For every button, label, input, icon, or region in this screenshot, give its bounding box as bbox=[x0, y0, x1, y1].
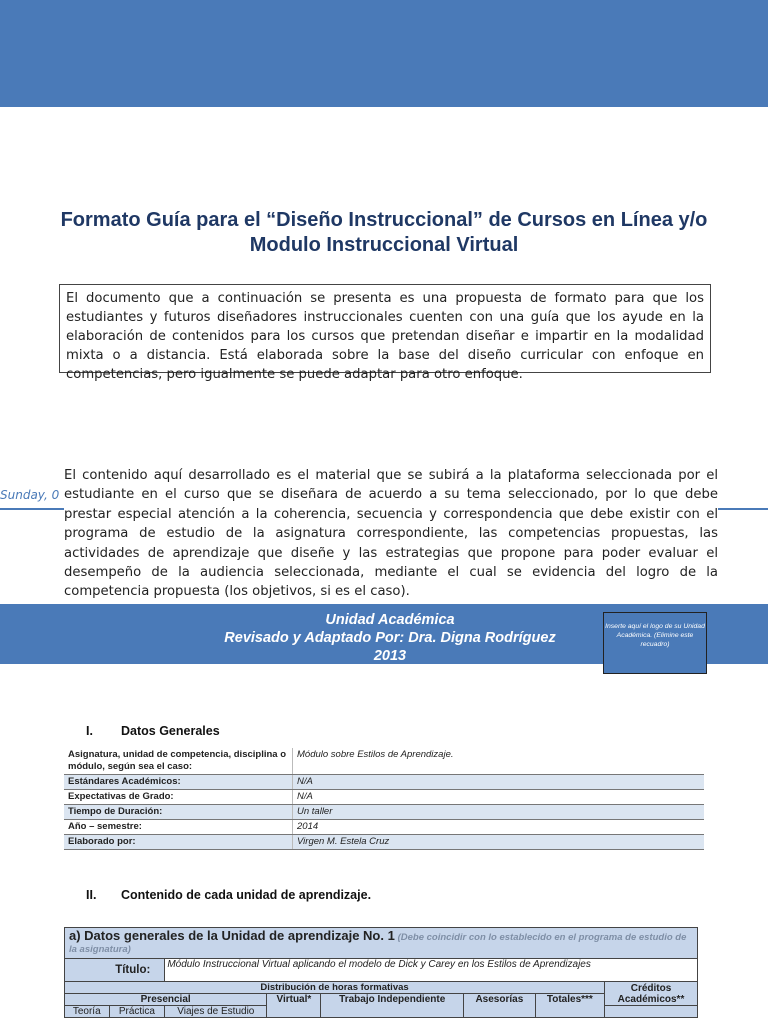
intro-text: El documento que a continuación se presenta es una propuesta de formato para que los estudiantes y futuros diseñadores instruccionales cuenten con una guía que los ayude en la elaboración de contenidos para los cursos que pretendan diseñar e impartir en la modalidad mixta o a distancia. Está elaborada sobre la base del diseño curricular con enfoque en competencias, pero igualmente se puede adaptar para otro enfoque. bbox=[66, 291, 704, 382]
intro-box bbox=[59, 284, 711, 382]
virtual-header: Virtual* bbox=[267, 994, 321, 1018]
general-data-table bbox=[64, 748, 704, 850]
row-label: Estándares Académicos: bbox=[64, 775, 293, 790]
unit-heading-note: (Debe coincidir con lo establecido en el programa de estudio de la asignatura) bbox=[69, 932, 687, 955]
date-field: Sunday, 0 bbox=[0, 488, 60, 502]
header-band bbox=[0, 0, 768, 107]
table-row bbox=[64, 835, 704, 850]
table-row bbox=[64, 748, 704, 775]
unit-heading-cell bbox=[65, 928, 698, 959]
title-label: Título: bbox=[65, 959, 165, 982]
section-label: Contenido de cada unidad de aprendizaje. bbox=[121, 888, 372, 902]
row-value: 2014 bbox=[293, 820, 705, 835]
study-trips-header: Viajes de Estudio bbox=[165, 1006, 267, 1018]
logo-placeholder: Inserte aquí el logo de su Unidad Académica. (Elimine este recuadro) bbox=[603, 612, 707, 674]
section-label: Datos Generales bbox=[121, 724, 220, 738]
section-number: I. bbox=[86, 724, 93, 738]
practice-header: Práctica bbox=[109, 1006, 165, 1018]
independent-work-header: Trabajo Independiente bbox=[321, 994, 464, 1018]
row-value: Un taller bbox=[293, 805, 705, 820]
section-heading-general bbox=[86, 724, 220, 738]
title-value: Módulo Instruccional Virtual aplicando el modelo de Dick y Carey en los Estilos de Aprendizajes bbox=[165, 959, 698, 982]
table-row bbox=[64, 805, 704, 820]
section-number: II. bbox=[86, 888, 97, 902]
table-row bbox=[65, 959, 698, 982]
row-value: Virgen M. Estela Cruz bbox=[293, 835, 705, 850]
divider-left bbox=[0, 508, 64, 510]
unit-heading: a) Datos generales de la Unidad de aprendizaje No. 1 bbox=[69, 928, 395, 943]
unit-name: Unidad Académica bbox=[325, 612, 455, 628]
table-row bbox=[65, 982, 698, 994]
table-row bbox=[65, 994, 698, 1006]
credits-empty-cell bbox=[605, 1006, 698, 1018]
table-row bbox=[65, 928, 698, 959]
row-label: Asignatura, unidad de competencia, disciplina o módulo, según sea el caso: bbox=[64, 748, 293, 775]
content-paragraph: El contenido aquí desarrollado es el material que se subirá a la plataforma seleccionada por el estudiante en el curso que se diseñara de acuerdo a su tema seleccionado, por lo que debe prestar especial atención a la coherencia, secuencia y correspondencia que debe existir con el programa de estudio de la asignatura correspondiente, las competencias propuestas, las actividades de aprendizaje que diseñe y las estrategias que propone para poder evaluar el desempeño de la audiencia seleccionada, mediante el cual se evidencia del logro de la competencia propuesta (los objetivos, si es el caso). bbox=[64, 468, 718, 600]
totals-header: Totales*** bbox=[535, 994, 604, 1018]
table-row bbox=[64, 790, 704, 805]
advisory-header: Asesorías bbox=[464, 994, 536, 1018]
row-label: Elaborado por: bbox=[64, 835, 293, 850]
unit-band-text bbox=[150, 611, 630, 665]
row-label: Año – semestre: bbox=[64, 820, 293, 835]
unit-year: 2013 bbox=[373, 648, 407, 664]
row-label: Expectativas de Grado: bbox=[64, 790, 293, 805]
table-row bbox=[64, 820, 704, 835]
revised-by: Revisado y Adaptado Por: Dra. Digna Rodríguez bbox=[224, 630, 556, 646]
document-title: Formato Guía para el “Diseño Instruccional” de Cursos en Línea y/o Modulo Instruccional Virtual bbox=[60, 209, 708, 256]
row-value: N/A bbox=[293, 775, 705, 790]
presencial-header: Presencial bbox=[65, 994, 267, 1006]
row-value: Módulo sobre Estilos de Aprendizaje. bbox=[293, 748, 705, 775]
hours-distribution-header: Distribución de horas formativas bbox=[65, 982, 605, 994]
row-value: N/A bbox=[293, 790, 705, 805]
unit-data-table bbox=[64, 927, 698, 1018]
theory-header: Teoría bbox=[65, 1006, 110, 1018]
divider-right bbox=[718, 508, 768, 510]
row-label: Tiempo de Duración: bbox=[64, 805, 293, 820]
credits-header: Créditos Académicos** bbox=[605, 982, 698, 1006]
section-heading-content bbox=[86, 888, 371, 902]
table-row bbox=[64, 775, 704, 790]
